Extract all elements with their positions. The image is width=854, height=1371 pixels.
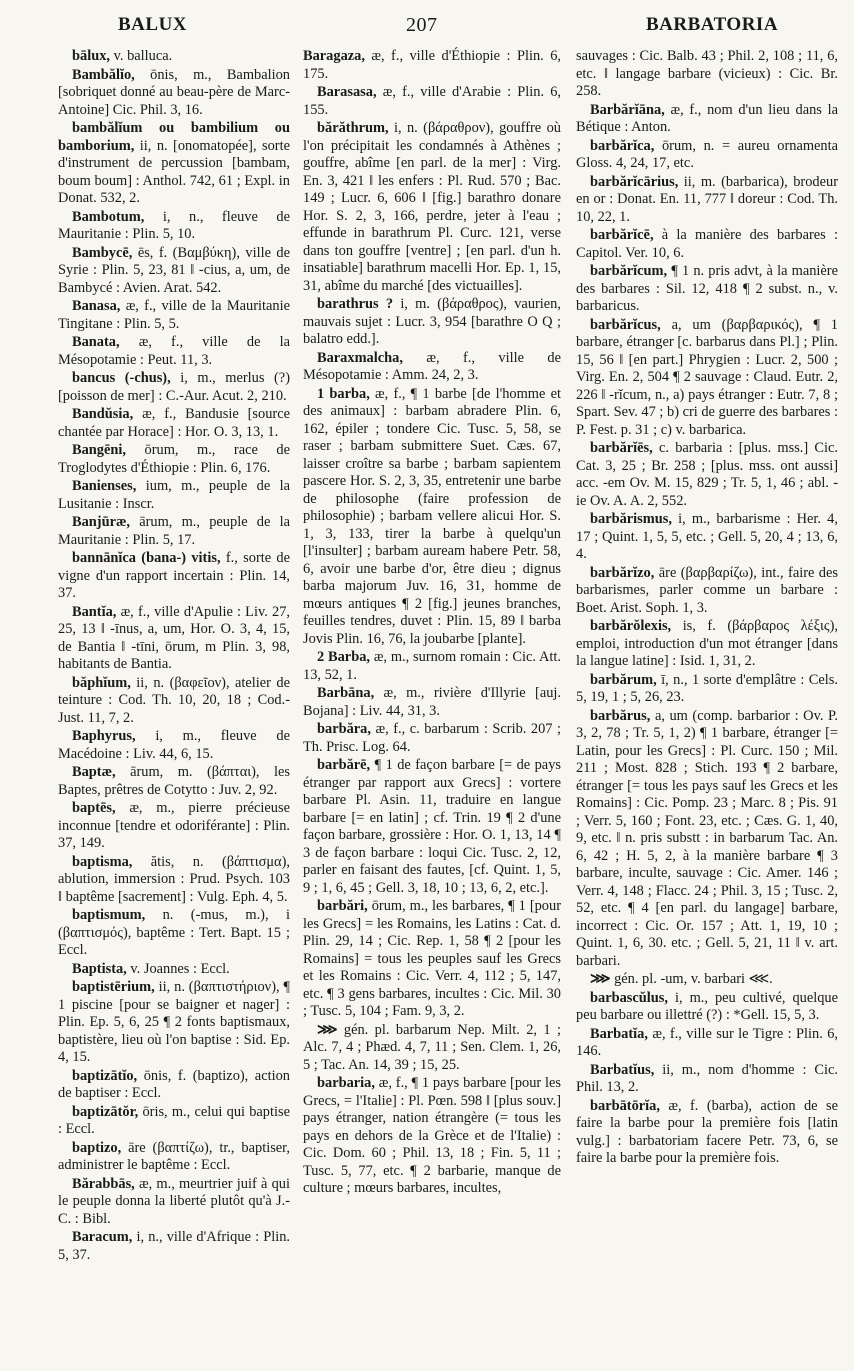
header-last-headword: BARBATORIA — [646, 14, 779, 35]
column-right — [576, 48, 838, 1169]
entry-definition: à la manière des barbares : Capitol. Ver. 10, 6. — [576, 227, 838, 261]
headword: Bărabbās, — [72, 1175, 135, 1192]
entry-definition: ii, n. (βαφεῖον), atelier de teinture : Cod. Th. 10, 20, 18 ; Cod.-Just. 11, 7, 2. — [58, 674, 290, 726]
entry-definition: i, m. (βάραθρος), vaurien, mauvais sujet : Lucr. 3, 954 [barathre O Q ; balatro edd.]. — [303, 296, 561, 347]
dictionary-entry — [58, 48, 290, 66]
entry-definition: i, n., ville d'Afrique : Plin. 5, 37. — [58, 1229, 290, 1263]
entry-definition: æ, f., Bandusie [source chantée par Horace] : Hor. O. 3, 13, 1. — [58, 406, 290, 440]
headword: Banasa, — [72, 298, 121, 314]
entry-definition: æ, m., pierre précieuse inconnue [tendre et odoriférante] : Plin. 37, 149. — [58, 800, 290, 851]
headword: barbărŏlexis, — [590, 618, 672, 634]
headword: barbărum, — [590, 671, 657, 688]
header-first-headword: BALUX — [118, 14, 188, 35]
headword: ⋙ — [317, 1021, 338, 1038]
headword: barbascŭlus, — [590, 989, 668, 1006]
dictionary-entry — [58, 298, 290, 333]
headword: Bandŭsia, — [72, 406, 134, 422]
headword: ⋙ — [590, 971, 611, 987]
headword: baptēs, — [72, 800, 116, 816]
entry-definition: æ, f., c. barbarum : Scrib. 207 ; Th. Prisc. Log. 64. — [303, 721, 561, 755]
headword: Baphyrus, — [72, 728, 136, 744]
headword: baptistērium, — [72, 979, 155, 995]
dictionary-entry — [58, 675, 290, 728]
headword: barbări, — [317, 898, 368, 914]
dictionary-entry — [576, 227, 838, 262]
dictionary-entry — [303, 386, 561, 649]
headword: barbărē, — [317, 757, 371, 773]
dictionary-entry — [58, 979, 290, 1067]
entry-definition: i, m., barbarisme : Her. 4, 17 ; Quint. 1, 5, 5, etc. ; Gell. 5, 20, 4 ; 13, 6, 4. — [576, 511, 838, 562]
headword: barbăra, — [317, 721, 371, 737]
entry-definition: æ, m., rivière d'Illyrie [auj. Bojana] : Liv. 44, 31, 3. — [303, 685, 561, 719]
dictionary-entry — [303, 721, 561, 756]
dictionary-entry — [303, 48, 561, 83]
dictionary-entry — [58, 120, 290, 208]
headword: Bambycē, — [72, 244, 133, 261]
dictionary-entry — [303, 296, 561, 349]
entry-definition: ium, m., peuple de la Lusitanie : Inscr. — [58, 478, 290, 512]
dictionary-entry — [58, 245, 290, 298]
dictionary-entry — [303, 120, 561, 295]
entry-definition: ii, n. (βαπτιστήριον), ¶ 1 piscine [pour se baigner et nager] : Plin. Ep. 5, 6, 25 ¶ 2 fonts baptismaux, baptistère, lieu où l'on baptise : Sid. Ep. 4, 15. — [58, 979, 290, 1065]
entry-definition: æ, f. (barba), action de se faire la barbe pour la première fois [latin vulg.] : barbatoriam facere Petr. 73, 6, se faire la barbe pour la première fois. — [576, 1097, 838, 1166]
entry-definition: ī, n., 1 sorte d'emplâtre : Cels. 5, 19, 1 ; 5, 26, 23. — [576, 671, 838, 705]
headword: baptizātĭo, — [72, 1067, 138, 1084]
headword: Banjūræ, — [72, 514, 130, 530]
entry-definition: ārum, m. (βάπται), les Baptes, prêtres de Cotytto : Juv. 2, 92. — [58, 764, 290, 798]
entry-definition: gén. pl. barbarum Nep. Milt. 2, 1 ; Alc. 7, 4 ; Phæd. 4, 7, 11 ; Sen. Clem. 1, 26, 5 ; Tac. An. 14, 39 ; 15, 25. — [303, 1021, 561, 1073]
dictionary-entry — [58, 209, 290, 244]
dictionary-entry — [303, 1022, 561, 1075]
entry-definition: sauvages : Cic. Balb. 43 ; Phil. 2, 108 ; 11, 6, etc. ‖ langage barbare (vicieux) : Cic. Br. 258. — [576, 48, 838, 99]
dictionary-entry — [303, 685, 561, 720]
dictionary-entry — [58, 406, 290, 441]
column-left — [58, 48, 290, 1265]
headword: Barasasa, — [317, 84, 377, 100]
dictionary-entry — [303, 898, 561, 1021]
entry-definition: ătis, n. (βάπτισμα), ablution, immersion : Prud. Psych. 103 ‖ baptême [sacrement] : Vulg. Eph. 4, 5. — [58, 853, 290, 905]
headword: barbărĭēs, — [590, 440, 653, 456]
headword: Baragaza, — [303, 48, 365, 64]
dictionary-entry — [576, 1098, 838, 1168]
headword: Baraxmalcha, — [317, 349, 403, 366]
headword: 2 Barba, — [317, 649, 370, 665]
entry-definition: æ, f., ville d'Apulie : Liv. 27, 25, 13 ‖ -īnus, a, um, Hor. O. 3, 4, 15, de Bantia ‖ -tīni, ōrum, m Plin. 3, 98, habitants de Bantia. — [58, 603, 290, 672]
dictionary-entry — [303, 757, 561, 897]
headword: barbărus, — [590, 707, 651, 724]
dictionary-entry — [303, 1075, 561, 1198]
page-header — [0, 14, 854, 42]
dictionary-entry — [576, 565, 838, 618]
dictionary-entry — [58, 764, 290, 799]
entry-definition: i, n. (βάραθρον), gouffre où l'on précipitait les condamnés à Athènes ; gouffre, abîme [en parl. de la mer] : Virg. En. 3, 421 ‖ les enfers : Pl. Rud. 570 ; Bac. 149 ; Lucr. 6, 606 ‖ [fig.] barathro donare Hor. S. 2, 3, 166, perdre, jeter à l'eau ; effunde in barathrum Pl. Curc. 121, verse dans ton gouffre [ventre] ; [en parl. d'un h. insatiable] barathrum macelli Hor. Ep. 1, 15, 31, abîme du marché [des victuailles]. — [303, 120, 561, 294]
headword: Banienses, — [72, 478, 137, 494]
dictionary-entry — [58, 800, 290, 853]
headword: bannānĭca (bana-) vitis, — [72, 550, 221, 566]
headword: baptismum, — [72, 907, 146, 923]
headword: Baracum, — [72, 1229, 133, 1245]
headword: Baptista, — [72, 960, 127, 977]
entry-definition: i, m., peu cultivé, quelque peu barbare ou illettré (?) : *Gell. 15, 5, 3. — [576, 989, 838, 1023]
dictionary-entry — [576, 1026, 838, 1061]
entry-definition: ōrum, m., les barbares, ¶ 1 [pour les Grecs] = les Romains, les Latins : Cat. d. Plin. 29, 14 ; Cic. Rep. 1, 58 ¶ 2 [pour les Romains] = tous les peuples sauf les Grecs et les Romains : Cic. Verr. 4, 112 ; 5, 147, etc. ¶ 3 gens barbares, incultes : Cic. Mil. 30 ; Tusc. 5, 104 ; Fam. 9, 3, 2. — [303, 898, 561, 1019]
headword: barbărismus, — [590, 511, 672, 527]
headword: baptisma, — [72, 853, 133, 870]
entry-definition: æ, f., ville sur le Tigre : Plin. 6, 146. — [576, 1025, 838, 1059]
headword: 1 barba, — [317, 385, 370, 402]
headword: Bangēni, — [72, 442, 126, 458]
entry-definition: c. barbaria : [plus. mss.] Cic. Cat. 3, 25 ; Br. 258 ; [plus. mss. ont aussi] acc. -em Ov. M. 15, 829 ; Tr. 5, 1, 46 ; abl. -ie Ov. A. A. 2, 552. — [576, 440, 838, 509]
headword: barbărĭcē, — [590, 227, 654, 243]
entry-definition: ¶ 1 de façon barbare [= de pays étranger par rapport aux Grecs] : vortere barbare Pl. Asin. 11, traduire en langue barbare [= en latin] ; cf. Trin. 19 ¶ 2 d'une façon barbare, grossière : Hor. O. 1, 13, 14 ¶ 3 de façon barbare : loqui Cic. Tusc. 2, 12, parler en faisant des fautes, [cf. Quint. 1, 5, 9 ; 1, 6, 45 ; Gell. 3, 18, 10 ; 13, 6, 2, etc.]. — [303, 757, 561, 896]
entry-definition: æ, f., ville de la Mauritanie Tingitane : Plin. 5, 5. — [58, 298, 290, 332]
dictionary-entry — [58, 514, 290, 549]
entry-definition: ōrum, n. = aureu ornamenta Gloss. 4, 24, 17, etc. — [576, 137, 838, 171]
entry-definition: ōnis, m., Bambalion [sobriquet donné au beau-père de Marc-Antoine] Cic. Phil. 3, 16. — [58, 66, 290, 118]
dictionary-entry — [58, 728, 290, 763]
headword: Barbatĭa, — [590, 1025, 648, 1042]
headword: Barbărĭāna, — [590, 101, 665, 118]
dictionary-entry — [58, 550, 290, 603]
entry-definition: ōrum, m., race de Troglodytes d'Éthiopie : Plin. 6, 176. — [58, 442, 290, 476]
dictionary-entry — [576, 672, 838, 707]
dictionary-entry — [58, 1140, 290, 1175]
entry-definition: ōris, m., celui qui baptise : Eccl. — [58, 1103, 290, 1137]
headword: Banata, — [72, 334, 120, 350]
entry-definition: æ, f., ville d'Éthiopie : Plin. 6, 175. — [303, 48, 561, 82]
dictionary-entry — [576, 48, 838, 101]
dictionary-entry — [576, 708, 838, 971]
dictionary-entry — [58, 442, 290, 477]
entry-definition: ārum, m., peuple de la Mauritanie : Plin. 5, 17. — [58, 514, 290, 548]
headword: Bambălĭo, — [72, 66, 135, 83]
headword: bărăthrum, — [317, 120, 389, 136]
headword: baptizātŏr, — [72, 1103, 139, 1120]
entry-definition: ¶ 1 n. pris advt, à la manière des barbares : Sil. 12, 418 ¶ 2 subst. n., v. barbaricus. — [576, 263, 838, 314]
dictionary-entry — [576, 138, 838, 173]
dictionary-entry — [303, 350, 561, 385]
headword: Baptæ, — [72, 764, 116, 780]
dictionary-entry — [58, 334, 290, 369]
dictionary-entry — [58, 1176, 290, 1229]
headword: Bantĭa, — [72, 603, 117, 620]
entry-definition: æ, f., nom d'un lieu dans la Bétique : Anton. — [576, 101, 839, 135]
headword: barbātōrĭa, — [590, 1097, 660, 1114]
entry-definition: a, um (comp. barbarior : Ov. P. 3, 2, 78 ; Tr. 5, 1, 2) ¶ 1 barbare, étranger [= Latin, pour les Grecs] : Pl. Curc. 150 ; Mil. 211 ; Most. 828 ; Stich. 193 ¶ 2 barbare, étranger [= tous les pays sauf les Grecs et les Romains] : Cic. Pomp. 23 ; Marc. 8 ; Pis. 91 ; Verr. 5, 160 ; Font. 23, etc. ; Cæs. G. 1, 40, 9, etc. ‖ n. pris substt : in barbarum Tac. An. 6, 42 ; H. 5, 2, à la manière barbare ¶ 3 barbare, inculte, sauvage : Cic. Amer. 146 ; Verr. 4, 148 ; Flacc. 24 ; Phil. 3, 15 ; Tusc. 2, 52, etc. ¶ 4 [en parl. du langage] barbare, incorrect : Cic. Or. 157 ; Att. 1, 19, 10 ; Quint. 1, 6, 30. etc. ; Gell. 5, 21, 11 ‖ v. art. barbari. — [576, 707, 838, 969]
entry-definition: ēs, f. (Βαμβύκη), ville de Syrie : Plin. 5, 23, 81 ‖ -cius, a, um, de Bambycé : Avien. Arat. 542. — [58, 244, 290, 296]
entry-definition: æ, f., ¶ 1 pays barbare [pour les Grecs, = l'Italie] : Pl. Pœn. 598 ‖ [plus souv.] pays étranger, nation étrangère (= tous les pays en dehors de la Grèce et de l'Italie) : Cic. Dom. 60 ; Phil. 13, 18 ; Fin. 5, 11 ; Tusc. 5, 77, etc. ¶ 2 barbarie, manque de culture ; mœurs barbares, incultes, — [303, 1075, 561, 1196]
entry-definition: æ, m., meurtrier juif à qui le peuple donna la liberté plutôt qu'à J.-C. : Bibl. — [58, 1175, 290, 1227]
dictionary-entry — [576, 174, 838, 227]
dictionary-entry — [58, 1068, 290, 1103]
entry-definition: æ, f., ville de la Mésopotamie : Peut. 11, 3. — [58, 334, 290, 368]
headword: bambălĭum ou bambilium ou bamborium, — [58, 120, 290, 154]
entry-definition: is, f. (βάρβαρος λέξις), emploi, introduction d'un mot étranger [dans la langue latine] : Isid. 1, 31, 2. — [576, 618, 838, 669]
entry-definition: i, m., merlus (?) [poisson de mer] : C.-Aur. Acut. 2, 210. — [58, 370, 290, 404]
headword: barbărĭcārius, — [590, 173, 679, 190]
dictionary-entry — [58, 478, 290, 513]
entry-definition: āre (βαρβαρίζω), int., faire des barbarismes, parler comme un barbare : Boet. Arist. Soph. 1, 3. — [576, 564, 838, 616]
dictionary-entry — [576, 102, 838, 137]
dictionary-entry — [303, 84, 561, 119]
entry-definition: æ, f., ville de Mésopotamie : Amm. 24, 2, 3. — [303, 349, 561, 383]
entry-definition: ii, m. (barbarica), brodeur en or : Donat. En. 11, 777 ‖ doreur : Cod. Th. 10, 22, 1. — [576, 173, 838, 225]
headword: Barbāna, — [317, 685, 375, 701]
entry-definition: ii, n. [onomatopée], sorte d'instrument de percussion [bambam, boum boum] : Anthol. 742, 61 ; Expl. in Donat. 532, 2. — [58, 137, 290, 206]
entry-definition: a, um (βαρβαρικός), ¶ 1 barbare, étranger [c. barbarus dans Pl.] ; Plin. 15, 56 ‖ [en part.] Phrygien : Lucr. 2, 500 ; Virg. En. 2, 504 ¶ 2 sauvage : Claud. Eutr. 2, 226 ‖ -rĭcum, n., a) pays étranger : Eutr. 7, 8 ; Spart. Sev. 47 ; b) cri de guerre des barbares : P. Fest. p. 31 ; c) v. barbarica. — [576, 316, 839, 438]
dictionary-entry — [58, 854, 290, 907]
headword: barbaria, — [317, 1075, 375, 1091]
headword: Barbatĭus, — [590, 1061, 655, 1078]
headword: Bambotum, — [72, 208, 145, 225]
entry-definition: æ, f., ¶ 1 barbe [de l'homme et des animaux] : barbam abradere Plin. 6, 162, épiler ; tondere Cic. Tusc. 5, 58, se raser ; barbam submittere Suet. Cæs. 67, laisser croître sa barbe ; barbam sapientem pascere Hor. S. 2, 3, 35, entretenir une barbe de philosophe (faire profession de philosophie) ; barbam vellere alicui Hor. S. 1, 3, 133, tirer la barbe à quelqu'un [l'insulter] ; barbam auream habere Petr. 58, 6, avoir une barbe d'or, être dieu ; dignus barba majorum Juv. 16, 31, homme de mœurs antiques ¶ 2 [fig.] jeunes branches, feuilles tendres, duvet : Plin. 15, 89 ‖ barba Jovis Plin. 16, 76, la joubarbe [plante]. — [303, 385, 561, 647]
entry-definition: āre (βαπτίζω), tr., baptiser, administrer le baptême : Eccl. — [58, 1139, 290, 1173]
dictionary-entry — [576, 440, 838, 510]
entry-definition: i, m., fleuve de Macédoine : Liv. 44, 6, 15. — [58, 728, 290, 762]
headword: barathrus ? — [317, 296, 394, 312]
dictionary-entry — [58, 604, 290, 674]
headword: baptizo, — [72, 1139, 122, 1156]
dictionary-entry — [576, 971, 838, 989]
headword: bancus (-chus), — [72, 370, 171, 386]
headword: bālux, — [72, 48, 110, 64]
headword: barbărĭcum, — [590, 263, 668, 279]
dictionary-entry — [58, 961, 290, 979]
entry-definition: æ, m., surnom romain : Cic. Att. 13, 52, 1. — [303, 649, 561, 683]
entry-definition: æ, f., ville d'Arabie : Plin. 6, 155. — [303, 84, 561, 118]
entry-definition: f., sorte de vigne d'un rapport incertain : Plin. 14, 37. — [58, 550, 290, 601]
dictionary-entry — [58, 1229, 290, 1264]
dictionary-entry — [576, 511, 838, 564]
dictionary-entry — [576, 263, 838, 316]
dictionary-entry — [58, 907, 290, 960]
headword: barbărĭcus, — [590, 316, 661, 333]
entry-definition: ōnis, f. (baptizo), action de baptiser : Eccl. — [58, 1067, 290, 1101]
entry-definition: v. balluca. — [113, 48, 173, 64]
dictionary-entry — [58, 370, 290, 405]
page-number: 207 — [406, 14, 438, 36]
dictionary-entry — [576, 1062, 838, 1097]
headword: barbărĭca, — [590, 137, 655, 154]
entry-definition: gén. pl. -um, v. barbari ⋘. — [614, 971, 773, 987]
entry-definition: v. Joannes : Eccl. — [130, 960, 230, 977]
column-middle — [303, 48, 561, 1199]
dictionary-entry — [576, 618, 838, 671]
dictionary-entry — [303, 649, 561, 684]
dictionary-entry — [58, 67, 290, 120]
entry-definition: n. (-mus, m.), i (βαπτισμός), baptême : Tert. Bapt. 15 ; Eccl. — [58, 907, 290, 958]
dictionary-entry — [58, 1104, 290, 1139]
entry-definition: ii, m., nom d'homme : Cic. Phil. 13, 2. — [576, 1061, 838, 1095]
dictionary-entry — [576, 317, 838, 440]
entry-definition: i, n., fleuve de Mauritanie : Plin. 5, 10. — [58, 208, 290, 242]
headword: barbărĭzo, — [590, 564, 655, 581]
headword: băphĭum, — [72, 674, 131, 691]
dictionary-entry — [576, 990, 838, 1025]
